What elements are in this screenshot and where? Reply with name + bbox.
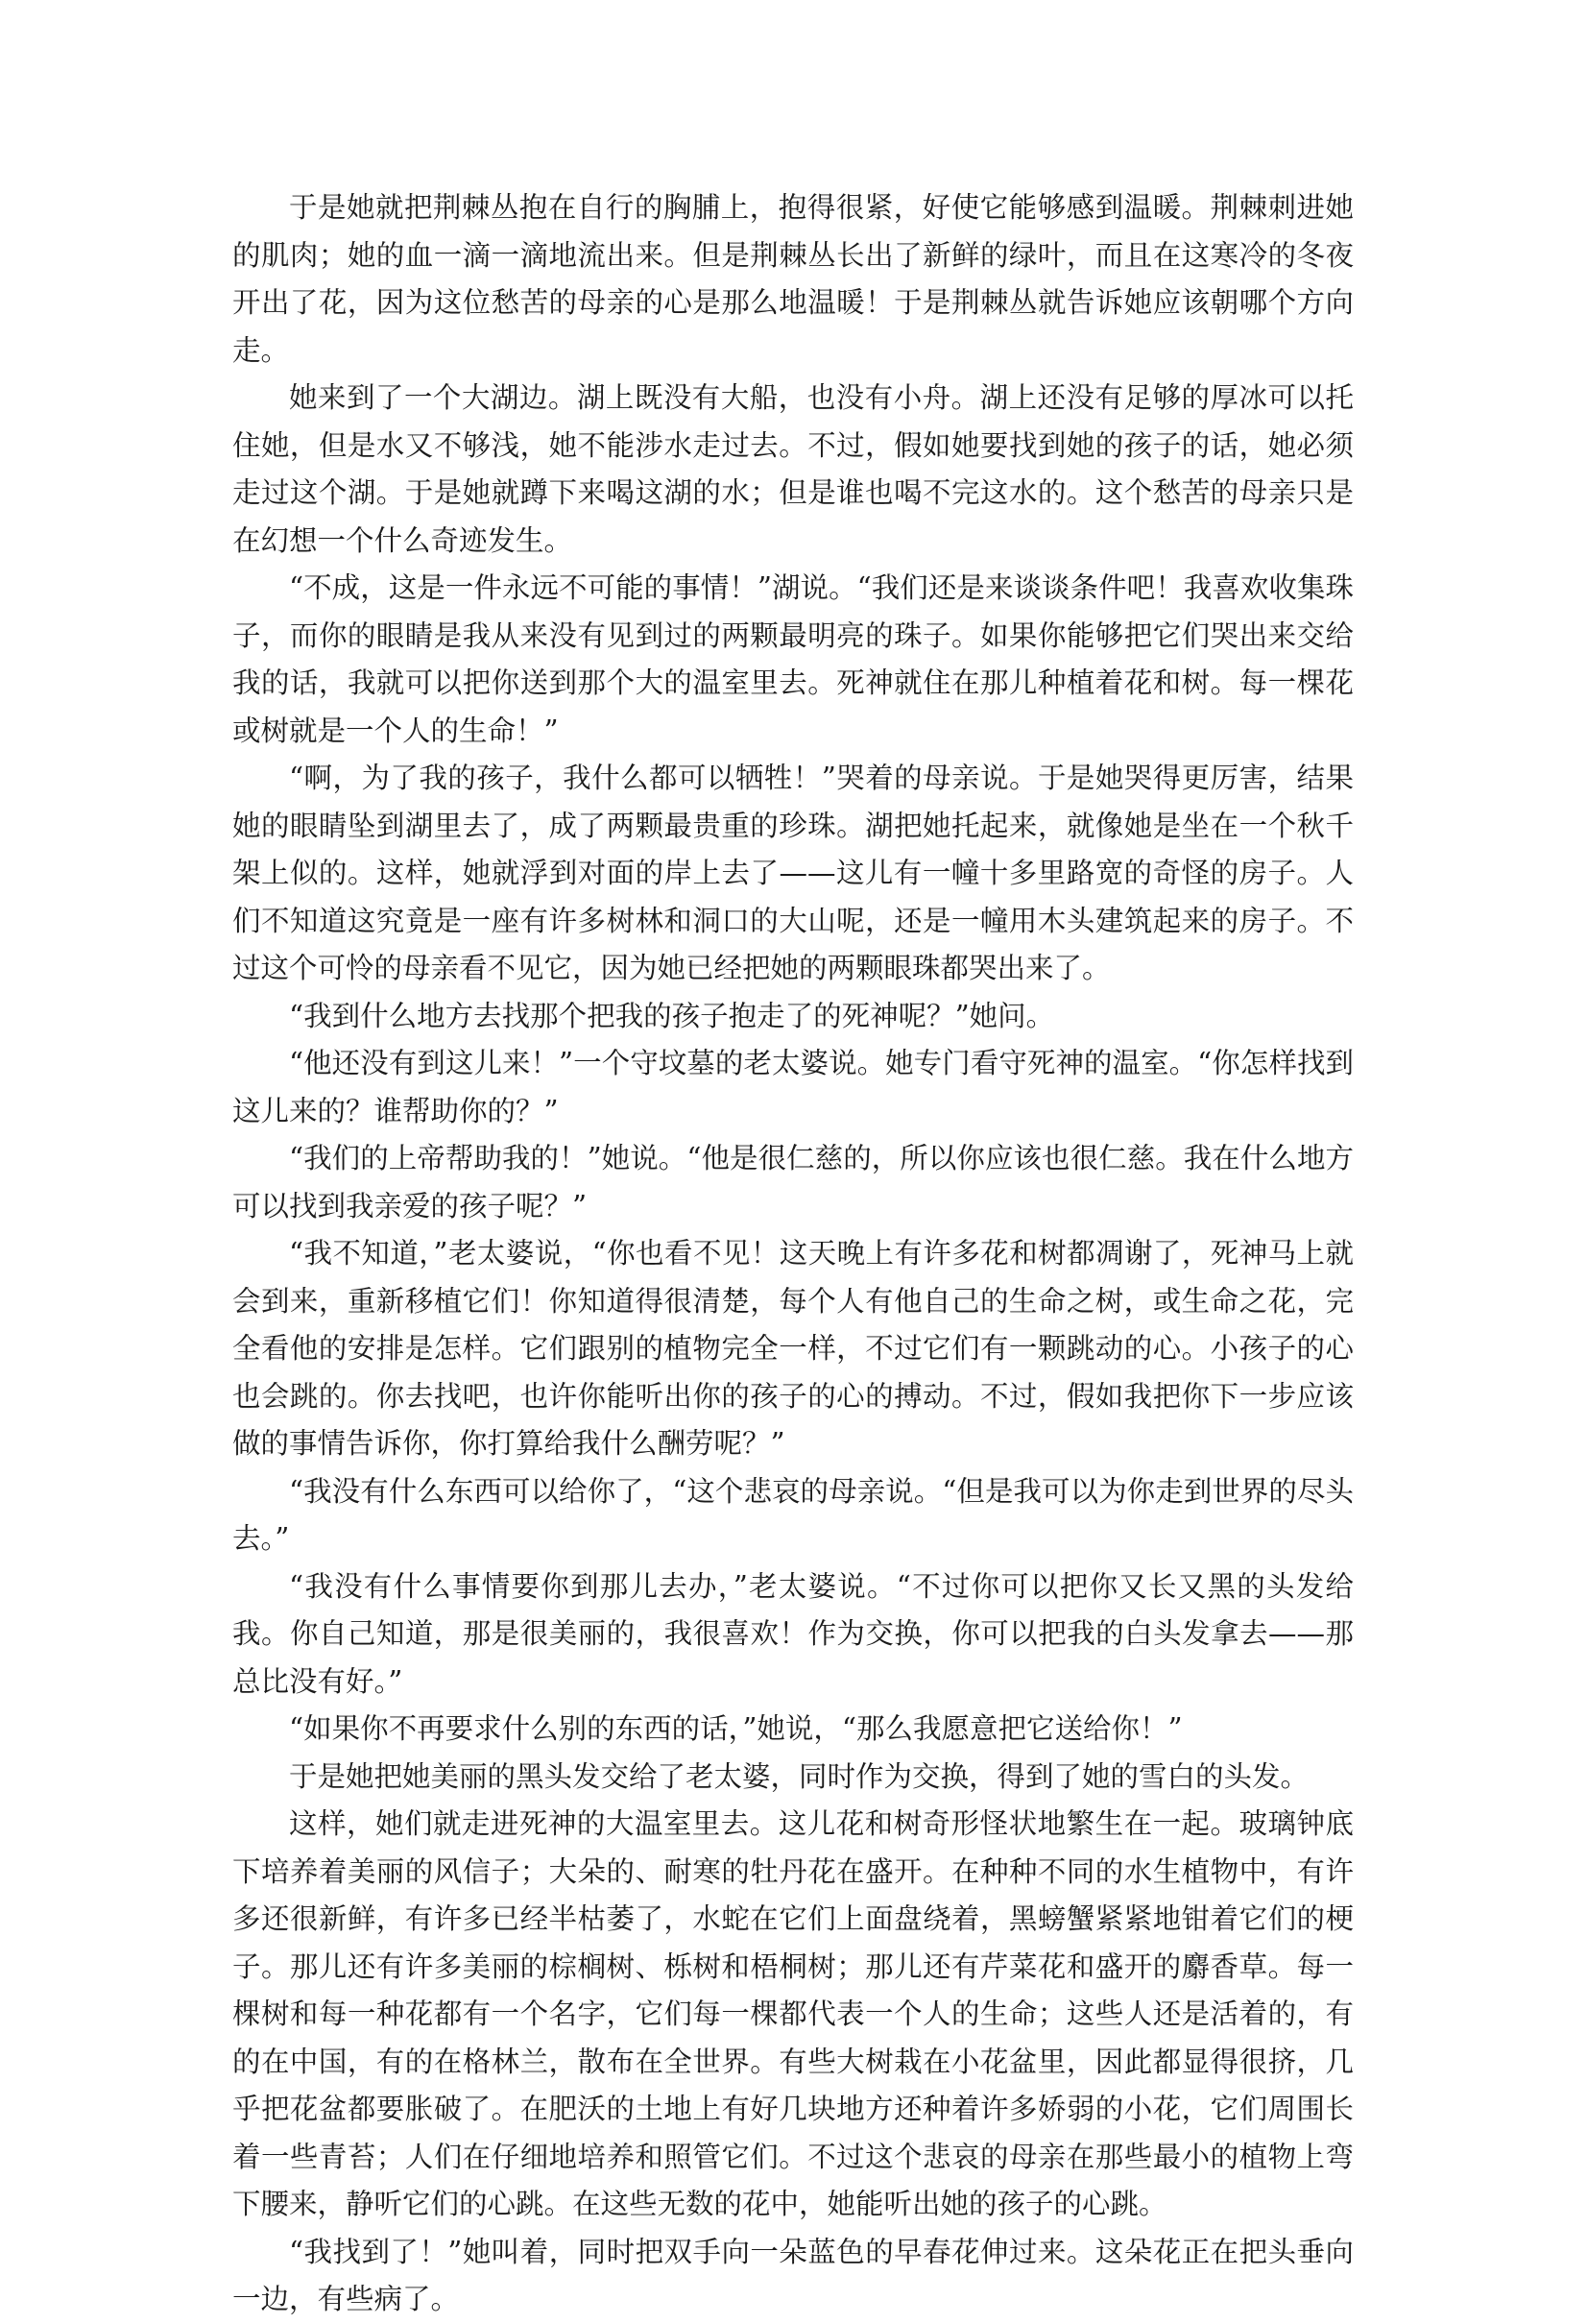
paragraph: “如果你不再要求什么别的东西的话，”她说，“那么我愿意把它送给你！” bbox=[289, 1712, 1183, 1745]
paragraph: 于是她把她美丽的黑头发交给了老太婆，同时作为交换，得到了她的雪白的头发。 bbox=[289, 1759, 1310, 1793]
document-page bbox=[232, 184, 1354, 2324]
paragraph: “我没有什么事情要你到那儿去办，”老太婆说。“不过你可以把你又长又黑的头发给我。你自己知道，那是很美丽的，我很喜欢！作为交换，你可以把我的白头发拿去——那总比没有好。” bbox=[232, 1569, 1354, 1698]
paragraph: “我不知道，”老太婆说，“你也看不见！这天晚上有许多花和树都凋谢了，死神马上就会到来，重新移植它们！你知道得很清楚，每个人有他自己的生命之树，或生命之花，完全看他的安排是怎样。它们跟别的植物完全一样，不过它们有一颗跳动的心。小孩子的心也会跳的。你去找吧，也许你能听出你的孩子的心的搏动。不过，假如我把你下一步应该做的事情告诉你，你打算给我什么酬劳呢？” bbox=[232, 1237, 1354, 1460]
paragraph: “不成，这是一件永远不可能的事情！”湖说。“我们还是来谈谈条件吧！我喜欢收集珠子，而你的眼睛是我从来没有见到过的两颗最明亮的珠子。如果你能够把它们哭出来交给我的话，我就可以把你送到那个大的温室里去。死神就住在那儿种植着花和树。每一棵花或树就是一个人的生命！” bbox=[232, 571, 1354, 747]
paragraph: “啊，为了我的孩子，我什么都可以牺牲！”哭着的母亲说。于是她哭得更厉害，结果她的眼睛坠到湖里去了，成了两颗最贵重的珍珠。湖把她托起来，就像她是坐在一个秋千架上似的。这样，她就浮到对面的岸上去了——这儿有一幢十多里路宽的奇怪的房子。人们不知道这究竟是一座有许多树林和洞口的大山呢，还是一幢用木头建筑起来的房子。不过这个可怜的母亲看不见它，因为她已经把她的两颗眼珠都哭出来了。 bbox=[232, 762, 1354, 984]
paragraph: “我找到了！”她叫着，同时把双手向一朵蓝色的早春花伸过来。这朵花正在把头垂向一边，有些病了。 bbox=[232, 2235, 1354, 2315]
paragraph: “我到什么地方去找那个把我的孩子抱走了的死神呢？”她问。 bbox=[289, 999, 1055, 1032]
paragraph: “他还没有到这儿来！”一个守坟墓的老太婆说。她专门看守死神的温室。“你怎样找到这儿来的？谁帮助你的？” bbox=[232, 1047, 1354, 1127]
paragraph: 她来到了一个大湖边。湖上既没有大船，也没有小舟。湖上还没有足够的厚冰可以托住她，但是水又不够浅，她不能涉水走过去。不过，假如她要找到她的孩子的话，她必须走过这个湖。于是她就蹲下来喝这湖的水；但是谁也喝不完这水的。这个愁苦的母亲只是在幻想一个什么奇迹发生。 bbox=[232, 381, 1354, 557]
paragraph: “我没有什么东西可以给你了，“这个悲哀的母亲说。“但是我可以为你走到世界的尽头去。” bbox=[232, 1474, 1354, 1555]
paragraph: “我们的上帝帮助我的！”她说。“他是很仁慈的，所以你应该也很仁慈。我在什么地方可以找到我亲爱的孩子呢？” bbox=[232, 1142, 1354, 1223]
paragraph: 这样，她们就走进死神的大温室里去。这儿花和树奇形怪状地繁生在一起。玻璃钟底下培养着美丽的风信子；大朵的、耐寒的牡丹花在盛开。在种种不同的水生植物中，有许多还很新鲜，有许多已经半枯萎了，水蛇在它们上面盘绕着，黑螃蟹紧紧地钳着它们的梗子。那儿还有许多美丽的棕榈树、栎树和梧桐树；那儿还有芹菜花和盛开的麝香草。每一棵树和每一种花都有一个名字，它们每一棵都代表一个人的生命；这些人还是活着的，有的在中国，有的在格林兰，散布在全世界。有些大树栽在小花盆里，因此都显得很挤，几乎把花盆都要胀破了。在肥沃的土地上有好几块地方还种着许多娇弱的小花，它们周围长着一些青苔；人们在仔细地培养和照管它们。不过这个悲哀的母亲在那些最小的植物上弯下腰来，静听它们的心跳。在这些无数的花中，她能听出她的孩子的心跳。 bbox=[232, 1807, 1354, 2220]
paragraph: 于是她就把荆棘丛抱在自行的胸脯上，抱得很紧，好使它能够感到温暖。荆棘刺进她的肌肉；她的血一滴一滴地流出来。但是荆棘丛长出了新鲜的绿叶，而且在这寒冷的冬夜开出了花，因为这位愁苦的母亲的心是那么地温暖！于是荆棘丛就告诉她应该朝哪个方向走。 bbox=[232, 191, 1354, 367]
